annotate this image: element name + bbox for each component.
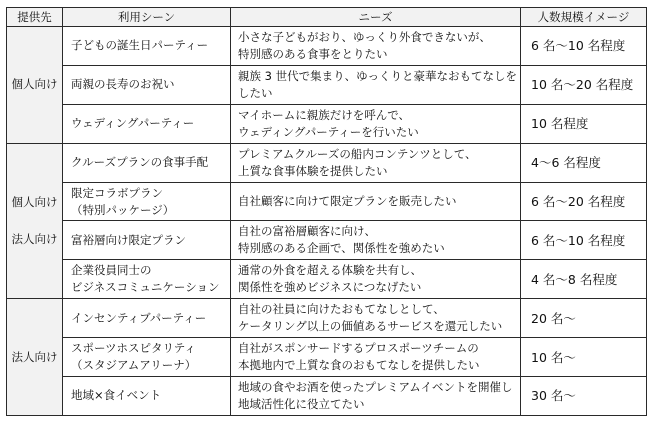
scale-cell: 6 名〜20 名程度 xyxy=(521,182,647,221)
scale-cell: 10 名〜 xyxy=(521,338,647,377)
scene-cell: 両親の長寿のお祝い xyxy=(63,65,231,104)
header-target: 提供先 xyxy=(7,8,63,27)
scale-cell: 30 名〜 xyxy=(521,377,647,416)
table-row xyxy=(7,104,647,143)
category-individual: 個人向け xyxy=(7,27,63,144)
scale-cell: 10 名〜20 名程度 xyxy=(521,65,647,104)
table-row xyxy=(7,182,647,221)
scale-cell: 10 名程度 xyxy=(521,104,647,143)
needs-cell: マイホームに親族だけを呼んで、 ウェディングパーティーを行いたい xyxy=(231,104,521,143)
table-row xyxy=(7,260,647,299)
header-row xyxy=(7,8,647,27)
table-row xyxy=(7,377,647,416)
scene-cell: 限定コラボプラン （特別パッケージ） xyxy=(63,182,231,221)
table-row xyxy=(7,338,647,377)
needs-cell: 小さな子どもがおり、ゆっくり外食できないが、 特別感のある食事をとりたい xyxy=(231,27,521,66)
usage-scenes-table xyxy=(6,7,647,416)
table-row xyxy=(7,299,647,338)
category-mixed: 個人向け 法人向け xyxy=(7,143,63,299)
table-row xyxy=(7,143,647,182)
category-corporate: 法人向け xyxy=(7,299,63,416)
scale-cell: 6 名〜10 名程度 xyxy=(521,221,647,260)
table-row xyxy=(7,27,647,66)
scene-cell: ウェディングパーティー xyxy=(63,104,231,143)
header-needs: ニーズ xyxy=(231,8,521,27)
scale-cell: 20 名〜 xyxy=(521,299,647,338)
needs-cell: 自社がスポンサードするプロスポーツチームの 本拠地内で上質な食のおもてなしを提供したい xyxy=(231,338,521,377)
scale-cell: 4〜6 名程度 xyxy=(521,143,647,182)
scene-cell: 企業役員同士の ビジネスコミュニケーション xyxy=(63,260,231,299)
needs-cell: 自社の富裕層顧客に向け、 特別感のある企画で、関係性を強めたい xyxy=(231,221,521,260)
scene-cell: クルーズプランの食事手配 xyxy=(63,143,231,182)
needs-cell: プレミアムクルーズの船内コンテンツとして、 上質な食事体験を提供したい xyxy=(231,143,521,182)
scene-cell: 富裕層向け限定プラン xyxy=(63,221,231,260)
header-scene: 利用シーン xyxy=(63,8,231,27)
scene-cell: 地域×食イベント xyxy=(63,377,231,416)
scale-cell: 4 名〜8 名程度 xyxy=(521,260,647,299)
needs-cell: 通常の外食を超える体験を共有し、 関係性を強めビジネスにつなげたい xyxy=(231,260,521,299)
scene-cell: スポーツホスピタリティ （スタジアムアリーナ） xyxy=(63,338,231,377)
scene-cell: インセンティブパーティー xyxy=(63,299,231,338)
scale-cell: 6 名〜10 名程度 xyxy=(521,27,647,66)
needs-cell: 地域の食やお酒を使ったプレミアムイベントを開催し 地域活性化に役立てたい xyxy=(231,377,521,416)
table-row xyxy=(7,221,647,260)
needs-cell: 自社の社員に向けたおもてなしとして、 ケータリング以上の価値あるサービスを還元したい xyxy=(231,299,521,338)
needs-cell: 自社顧客に向けて限定プランを販売したい xyxy=(231,182,521,221)
table-row xyxy=(7,65,647,104)
header-scale: 人数規模イメージ xyxy=(521,8,647,27)
needs-cell: 親族 3 世代で集まり、ゆっくりと豪華なおもてなしを したい xyxy=(231,65,521,104)
scene-cell: 子どもの誕生日パーティー xyxy=(63,27,231,66)
